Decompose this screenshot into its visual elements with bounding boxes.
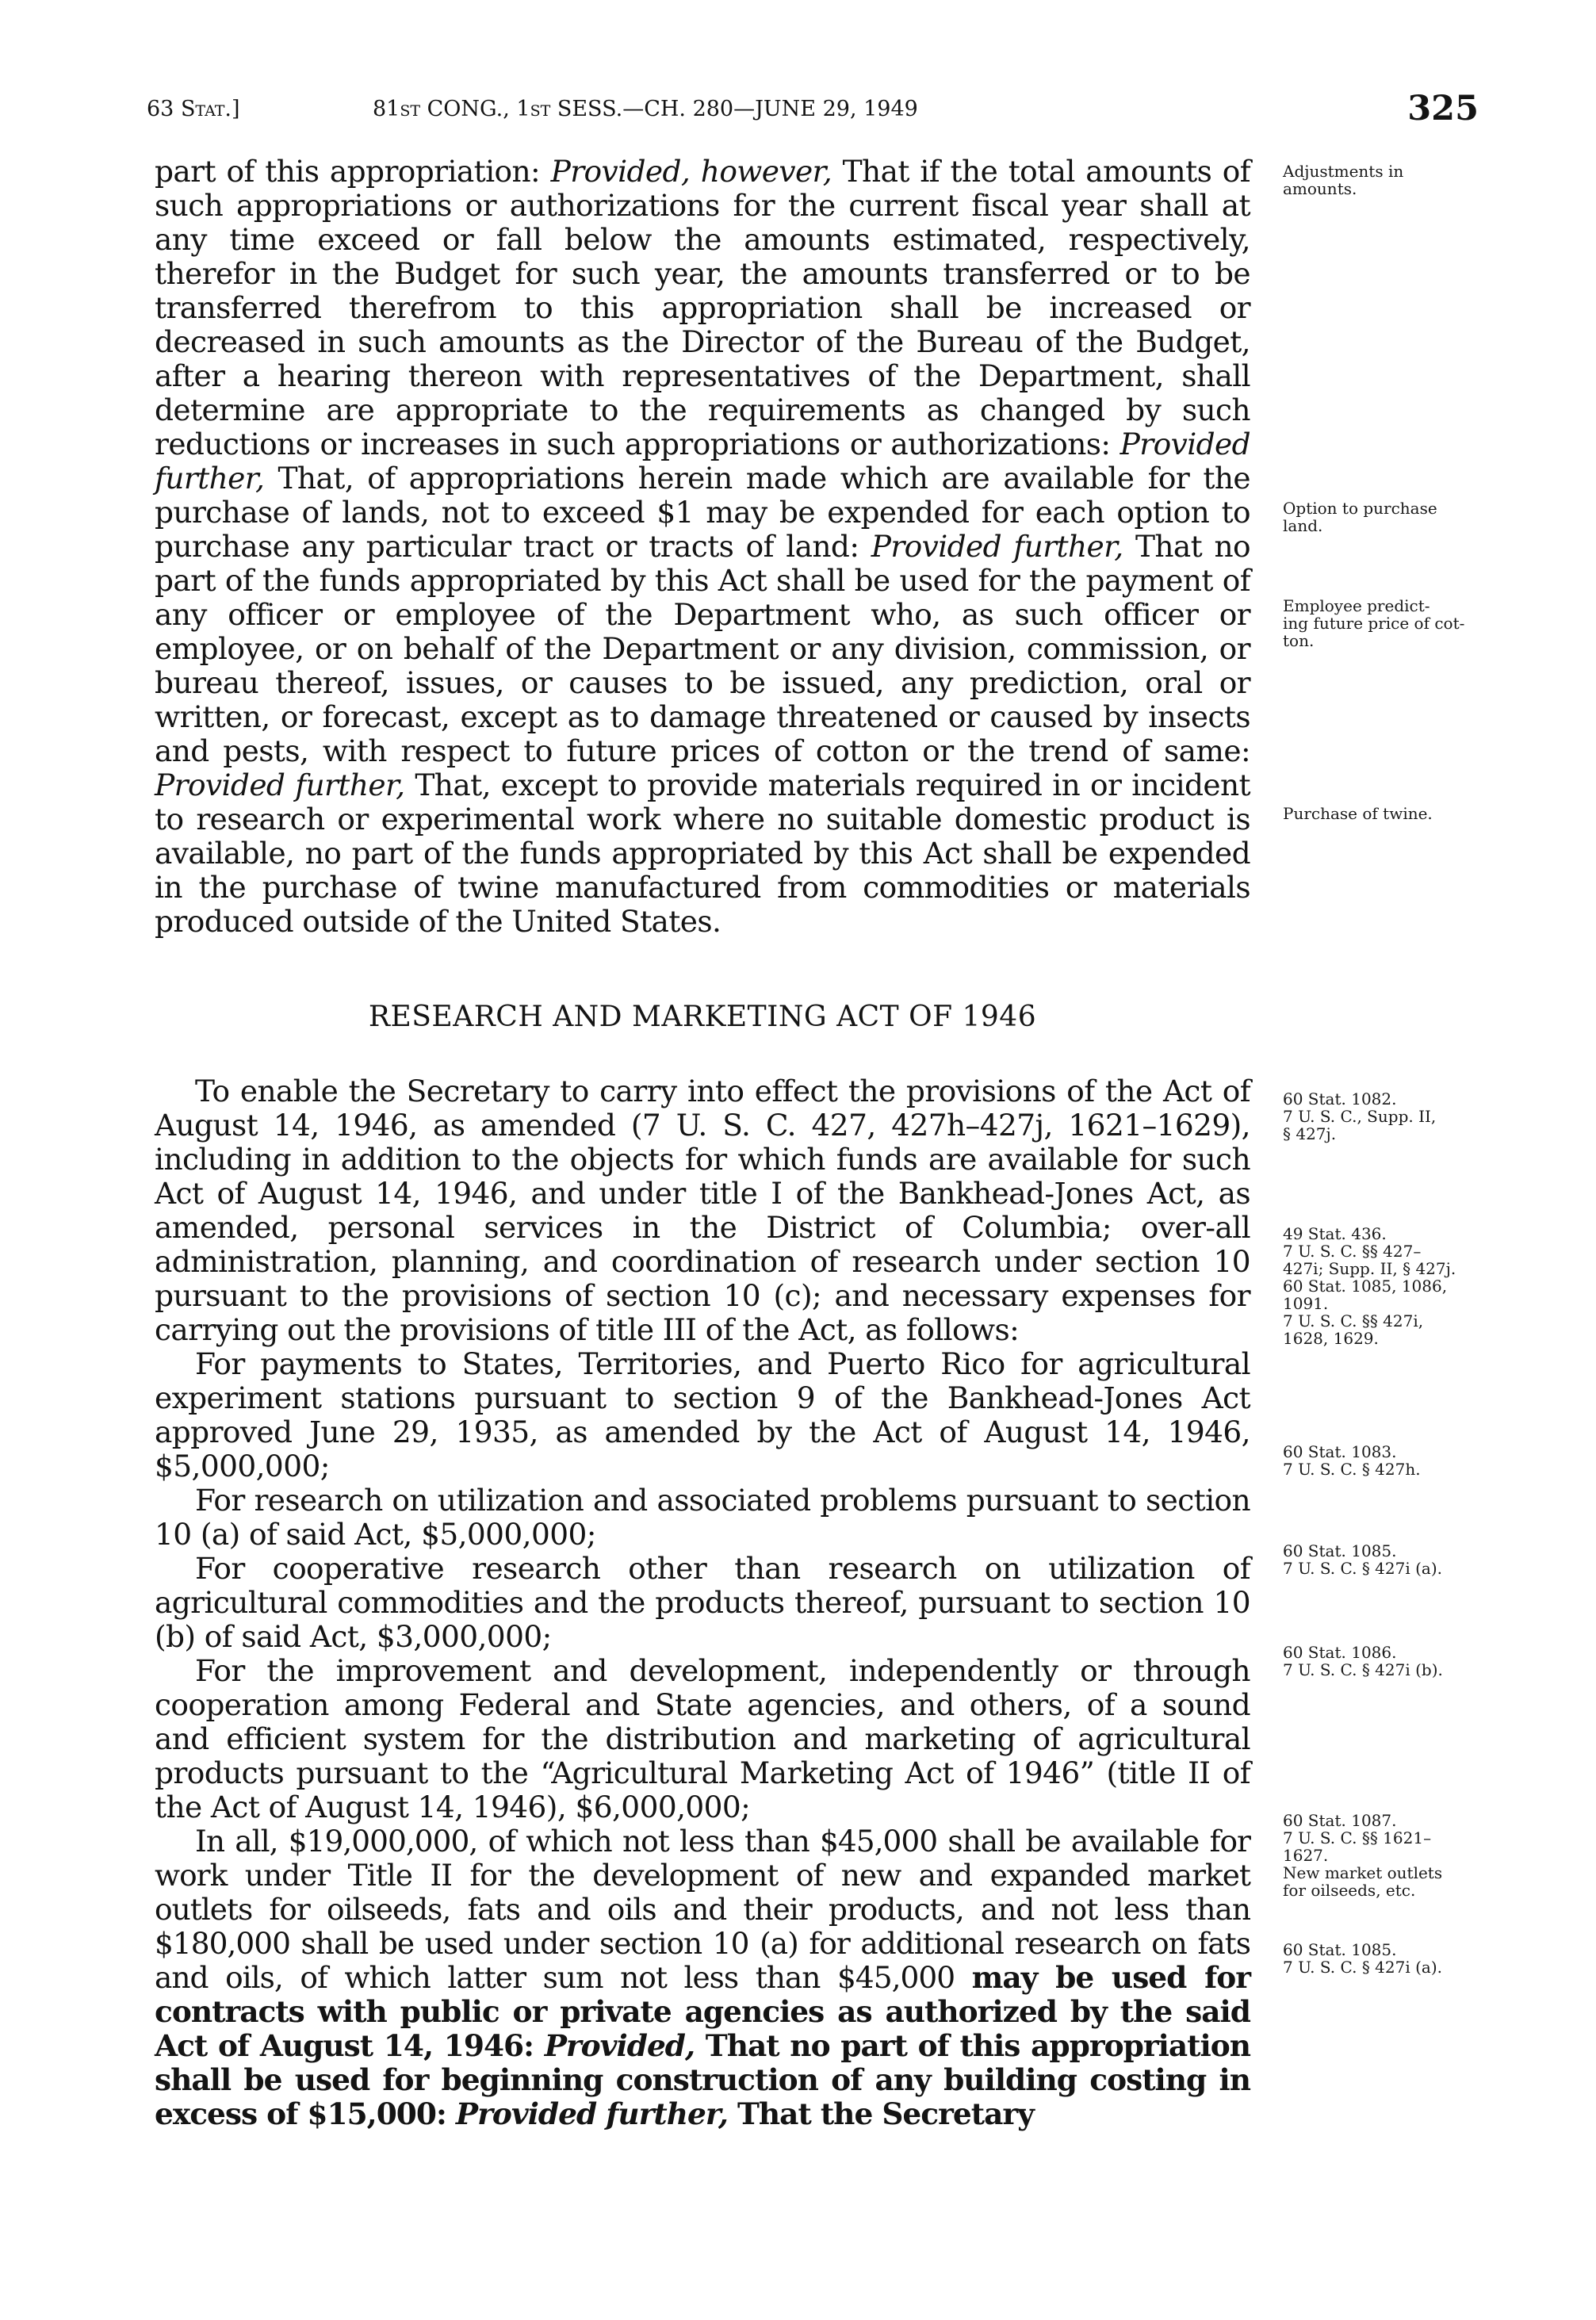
total-appropriation-paragraph — [155, 1824, 1250, 2131]
sidenote-ref-60-stat-1085-fats: 60 Stat. 1085. 7 U. S. C. § 427i (a). — [1283, 1940, 1442, 1977]
sidenote-adjustments: Adjustments in amounts. — [1283, 162, 1404, 198]
proviso-label: Provided further, — [155, 768, 405, 802]
research-marketing-act-block — [155, 1074, 1250, 2131]
sidenote-ref-60-stat-1083: 60 Stat. 1083. 7 U. S. C. § 427h. — [1283, 1442, 1421, 1479]
sidenote-option-purchase-land: Option to purchase land. — [1283, 499, 1437, 535]
text-run: part of this appropriation: — [155, 154, 551, 189]
proviso-label: Provided, — [544, 2028, 695, 2063]
utilization-research-paragraph: For research on utilization and associated problems pursuant to section 10 (a) of said Act, $5,000,000; — [155, 1483, 1250, 1552]
text-run: In all, $19,000,000, of which not less than $45,000 shall be available for work under Title II for the development of new and expanded market outlets for oilseeds, fats and oils and their products, and not less than $180,000 shall be used under section 10 (a) for additional research on fats and oils, of which latter sum not less than $45,000 — [155, 1824, 1250, 1995]
proviso-label: Provided further, — [455, 2096, 728, 2131]
text-run: That the Secretary — [727, 2096, 1034, 2131]
page-number: 325 — [1407, 89, 1479, 128]
proviso-label: Provided further, — [871, 529, 1123, 564]
enabling-paragraph: To enable the Secretary to carry into effect the provisions of the Act of August 14, 1946, as amended (7 U. S. C. 427, 427h–427j, 1621–1629), including in addition to the objects for which funds are available for such Act of August 14, 1946, and under title I of the Bankhead-Jones Act, as amended, personal services in the District of Columbia; over-all administration, planning, and coordination of research under section 10 pursuant to the provisions of section 10 (c); and necessary expenses for carrying out the provisions of title III of the Act, as follows: — [155, 1074, 1250, 1347]
sidenote-employee-predicting: Employee predict- ing future price of cot- ton. — [1283, 596, 1465, 650]
appropriation-provisos-block — [155, 155, 1250, 939]
sidenote-ref-60-stat-1085-a: 60 Stat. 1085. 7 U. S. C. § 427i (a). — [1283, 1541, 1442, 1578]
cooperative-research-paragraph: For cooperative research other than research on utilization of agricultural commodities and the products thereof, pursuant to section 10 (b) of said Act, $3,000,000; — [155, 1551, 1250, 1654]
text-run: may be used for contracts with public or private agencies as authorized by the said Act of August 14, 1946: — [155, 1960, 1250, 2063]
text-run: That, of appropriations herein made which are available for the purchase of lands, not to exceed $1 may be expended for each option to purchase any particular tract or tracts of land: — [155, 461, 1250, 564]
sidenote-purchase-twine: Purchase of twine. — [1283, 804, 1433, 823]
statute-volume-reference: 63 Stat.] — [147, 97, 240, 121]
session-chapter-date: 81st CONG., 1st SESS.—CH. 280—JUNE 29, 1949 — [373, 97, 918, 121]
text-run: That, except to provide materials required in or incident to research or experimental work where no suitable domestic product is available, no part of the funds appropriated by this Act shall be expended in the purchase of twine manufactured from commodities or materials produced outside of the United States. — [155, 768, 1250, 939]
sidenote-ref-60-stat-1086: 60 Stat. 1086. 7 U. S. C. § 427i (b). — [1283, 1643, 1443, 1679]
text-run: That no part of this appropriation shall be used for beginning construction of any building costing in excess of $15,000: — [155, 2028, 1250, 2131]
text-run: That if the total amounts of such appropriations or authorizations for the current fiscal year shall at any time exceed or fall below the amounts estimated, respectively, therefor in the Budget for such year, the amounts transferred or to be transferred therefrom to this appropriation shall be increased or decreased in such amounts as the Director of the Bureau of the Budget, after a hearing thereon with representatives of the Department, shall determine are appropriate to the requirements as changed by such reductions or increases in such appropriations or authorizations: — [155, 154, 1251, 461]
proviso-label: Provided further, — [155, 427, 1250, 496]
sidenote-ref-60-stat-1082: 60 Stat. 1082. 7 U. S. C., Supp. II, § 427j. — [1283, 1089, 1437, 1143]
section-heading: RESEARCH AND MARKETING ACT OF 1946 — [368, 1001, 1037, 1033]
provisos-paragraph — [155, 155, 1250, 939]
proviso-label: Provided, however, — [550, 154, 832, 189]
experiment-stations-paragraph: For payments to States, Territories, and Puerto Rico for agricultural experiment stations pursuant to section 9 of the Bankhead-Jones Act approved June 29, 1935, as amended by the Act of August 14, 1946, $5,000,000; — [155, 1346, 1250, 1483]
text-run: That no part of the funds appropriated by this Act shall be used for the payment of any officer or employee of the Department who, as such officer or employee, or on behalf of the Department or any division, commission, or bureau thereof, issues, or causes to be issued, any prediction, oral or written, or forecast, except as to damage threatened or caused by insects and pests, with respect to future prices of cotton or the trend of same: — [155, 529, 1250, 768]
running-head — [147, 89, 1479, 136]
sidenote-ref-49-stat-436: 49 Stat. 436. 7 U. S. C. §§ 427– 427i; Supp. II, § 427j. 60 Stat. 1085, 1086, 1091. 7 U. S. C. §§ 427i, 1628, 1629. — [1283, 1224, 1456, 1348]
marketing-system-paragraph: For the improvement and development, independently or through cooperation among Federal and State agencies, and others, of a sound and efficient system for the distribution and marketing of agricultural products pursuant to the “Agricultural Marketing Act of 1946” (title II of the Act of August 14, 1946), $6,000,000; — [155, 1653, 1250, 1824]
sidenote-ref-60-stat-1087: 60 Stat. 1087. 7 U. S. C. §§ 1621– 1627. New market outlets for oilseeds, etc. — [1283, 1811, 1443, 1900]
